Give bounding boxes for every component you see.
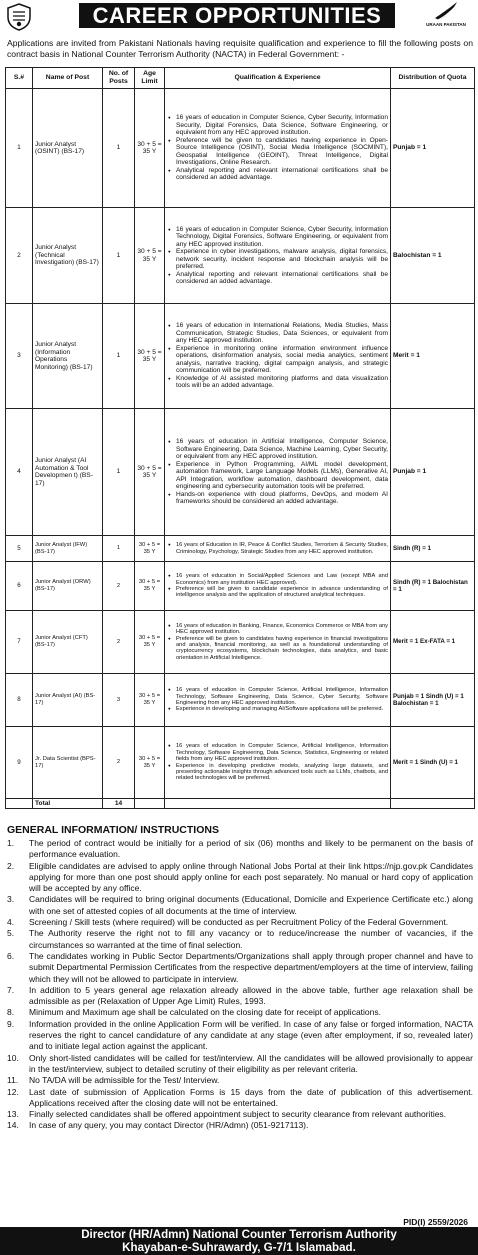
row-sn: 9 <box>6 727 33 799</box>
header-quota: Distribution of Quota <box>391 68 475 89</box>
row-age: 30 + 5 = 35 Y <box>135 674 165 727</box>
qualification-item: ● Knowledge of AI assisted monitoring platforms and data visualization tools will be an added advantage. <box>167 375 388 390</box>
page-title: CAREER OPPORTUNITIES <box>79 3 395 28</box>
row-qualification <box>165 562 391 611</box>
item-number: 8. <box>7 1007 15 1018</box>
row-sn: 6 <box>6 562 33 611</box>
table-row <box>6 727 475 799</box>
header-age-limit: Age Limit <box>135 68 165 89</box>
total-row <box>6 799 475 809</box>
item-text: Last date of submission of Application Forms is 15 days from the date of publication of this advertisement. Applications received after the closing date will not be entertained. <box>29 1086 473 1108</box>
total-label: Total <box>33 799 103 809</box>
item-text: Only short-listed candidates will be called for test/interview. All the candidates will be allowed provisionally to appear in the test/interview, subject to detailed scrutiny of their eligibility as per relevant criteria. <box>29 1052 473 1074</box>
item-number: 9. <box>7 1018 15 1029</box>
item-text: No TA/DA will be admissible for the Test/ Interview. <box>29 1075 220 1086</box>
header-qualification: Qualification & Experience <box>165 68 391 89</box>
total-value: 14 <box>103 799 135 809</box>
row-qualification <box>165 727 391 799</box>
row-post-name: Junior Analyst (AI Automation & Tool Developmen t) (BS-17) <box>33 409 103 536</box>
row-posts: 2 <box>103 562 135 611</box>
row-post-name: Junior Analyst (Information Operations Monitoring) (BS-17) <box>33 304 103 409</box>
qualification-item: ● Preference will be given to candidate experience in advance understanding of intelligence analysis and the application of structured analytical techniques. <box>167 586 388 599</box>
row-qualification <box>165 304 391 409</box>
list-item <box>7 928 473 951</box>
item-number: 4. <box>7 917 15 928</box>
item-number: 1. <box>7 838 15 848</box>
uraan-logo-icon <box>433 0 459 22</box>
qualification-item: ● 16 years of education in International Relations, Media Studies, Mass Communication, Strategic Studies, Data Sciences, or equivalent from any HEC approved institution. <box>167 322 388 345</box>
row-age: 30 + 5 = 35 Y <box>135 611 165 674</box>
table-row <box>6 89 475 208</box>
list-item <box>7 861 473 895</box>
row-posts: 1 <box>103 208 135 304</box>
item-text: The Authority reserve the right not to fill any vacancy or to reduce/increase the number of vacancies, if the circumstances so warranted at the time of final selection. <box>29 928 473 950</box>
qualification-item: ● 16 years of education in Computer Science, Cyber Security, Information Technology, Digital Forensics, Software Engineering, or equivalent from any HEC approved institution. <box>167 226 388 249</box>
row-sn: 7 <box>6 611 33 674</box>
item-text: The period of contract would be initially for a period of six (06) months and likely to be permanent on the basis of performance evaluation. <box>29 838 473 860</box>
row-sn: 4 <box>6 409 33 536</box>
row-sn: 3 <box>6 304 33 409</box>
row-post-name: Junior Analyst (ORW) (BS-17) <box>33 562 103 611</box>
qualification-item: ● Experience in monitoring online information environment influence operations, disinformation analysis, social media analytics, sentiment analysis, narrative tracking, digital campaign analysis, and strategic communication will be preferred. <box>167 345 388 375</box>
general-info-list <box>7 838 473 1132</box>
qualification-item: ● Experience in developing and managing AI/Software applications will be preferred. <box>167 706 388 712</box>
row-quota: Sindh (R) = 1 Balochistan = 1 <box>391 562 475 611</box>
list-item <box>7 894 473 917</box>
header-no-of-posts: No. of Posts <box>103 68 135 89</box>
item-number: 3. <box>7 894 15 905</box>
uraan-logo-text: URAAN PAKISTAN <box>426 22 466 27</box>
list-item <box>7 951 473 985</box>
row-posts: 1 <box>103 409 135 536</box>
qualification-item: ● Analytical reporting and relevant international certifications shall be considered an added advantage. <box>167 167 388 182</box>
list-item <box>7 1109 473 1120</box>
table-row <box>6 409 475 536</box>
table-row <box>6 674 475 727</box>
row-posts: 1 <box>103 89 135 208</box>
row-qualification <box>165 674 391 727</box>
item-number: 6. <box>7 950 15 961</box>
row-qualification <box>165 536 391 562</box>
qualification-item: ● Preference will be given to candidates having experience in financial investigations and analysis, financial monitoring, as well as a foundational understanding of cryptocurrency ecosystems, blockchain technologies, data analytics, and basic orientation in Artificial Intelligence. <box>167 636 388 662</box>
item-number: 11. <box>7 1075 19 1086</box>
row-age: 30 + 5 = 35 Y <box>135 409 165 536</box>
row-qualification <box>165 409 391 536</box>
table-row <box>6 562 475 611</box>
item-number: 10. <box>7 1052 19 1063</box>
table-row <box>6 304 475 409</box>
qualification-item: ● 16 years of education in Computer Science, Artificial Intelligence, Information Technology, Software Engineering, Data Science, Statistics, Engineering or related fields from any HEC approved institution. <box>167 743 388 762</box>
item-text: Finally selected candidates shall be offered appointment subject to security clearance from relevant authorities. <box>29 1109 447 1120</box>
row-quota: Balochistan = 1 <box>391 208 475 304</box>
list-item <box>7 985 473 1008</box>
uraan-pakistan-logo <box>418 0 474 36</box>
row-sn: 8 <box>6 674 33 727</box>
qualification-item: ● Preference will be given to candidates having experience in Open-Source Intelligence (OSINT), Social Media Intelligence (SOCMINT), Geospatial Intelligence (GEOINT), Threat Intelligence, Digital Investigations, Online Research. <box>167 137 388 167</box>
row-posts: 1 <box>103 304 135 409</box>
row-quota: Punjab = 1 <box>391 409 475 536</box>
row-posts: 2 <box>103 727 135 799</box>
table-header-row <box>6 68 475 89</box>
item-text: In addition to 5 years general age relaxation already allowed in the above table, further age relaxation shall be admissible as per (Relaxation of Upper Age Limit) Rules, 1993. <box>29 984 473 1007</box>
list-item <box>7 1019 473 1053</box>
item-number: 14. <box>7 1120 19 1131</box>
table-row <box>6 208 475 304</box>
item-text: In case of any query, you may contact Director (HR/Admn) (051-9217113). <box>29 1120 309 1131</box>
row-age: 30 + 5 = 35 Y <box>135 536 165 562</box>
item-text: Candidates will be required to bring original documents (Educational, Domicile and Experience Certificate etc.) along with one set of attested copies of all documents at the time of interview. <box>29 894 473 916</box>
row-post-name: Junior Analyst (IFW) (BS-17) <box>33 536 103 562</box>
qualification-item: ● 16 years of education in Computer Science, Artificial Intelligence, Information Technology, Software Engineering, Data Science, Cyber Security, Software Engineering from any HEC approved institution. <box>167 687 388 706</box>
row-posts: 3 <box>103 674 135 727</box>
row-age: 30 + 5 = 35 Y <box>135 208 165 304</box>
row-sn: 2 <box>6 208 33 304</box>
qualification-item: ● Analytical reporting and relevant international certifications shall be considered an added advantage. <box>167 271 388 286</box>
table-row <box>6 611 475 674</box>
posts-table <box>5 67 475 809</box>
row-post-name: Jr. Data Scientist (BPS-17) <box>33 727 103 799</box>
row-posts: 1 <box>103 536 135 562</box>
list-item <box>7 1087 473 1110</box>
item-text: Minimum and Maximum age shall be calculated on the closing date for receipt of applications. <box>29 1007 381 1018</box>
row-age: 30 + 5 = 35 Y <box>135 89 165 208</box>
row-qualification <box>165 208 391 304</box>
footer-address <box>0 1227 478 1255</box>
item-text: Eligible candidates are advised to apply online through National Jobs Portal at their link https://njp.gov.pk Candidates applying for more than one post should apply online for each post separately. No manual or hard copy of application will be accepted by any office. <box>29 860 473 894</box>
general-info-title: GENERAL INFORMATION/ INSTRUCTIONS <box>7 824 219 836</box>
row-age: 30 + 5 = 35 Y <box>135 562 165 611</box>
footer-line-2: Khayaban-e-Suhrawardy, G-7/1 Islamabad. <box>122 1241 356 1254</box>
list-item <box>7 917 473 928</box>
item-text: Screening / Skill tests (where required) will be conducted as per Recruitment Policy of the Federal Government. <box>29 917 449 928</box>
qualification-item: ● 16 years of education in Banking, Finance, Economics Commerce or MBA from any HEC approved institution. <box>167 623 388 636</box>
row-age: 30 + 5 = 35 Y <box>135 727 165 799</box>
row-quota: Sindh (R) = 1 <box>391 536 475 562</box>
item-text: Information provided in the online Application Form will be verified. In case of any false or forged information, NACTA reserves the right to cancel candidature of any candidate at any stage (even after employment, if so, revealed later) and to initiate legal action against the applicant. <box>29 1018 473 1052</box>
row-qualification <box>165 89 391 208</box>
row-quota: Punjab = 1 <box>391 89 475 208</box>
qualification-item: ● Experience in developing predictive models, analyzing large datasets, and presenting actionable insights through advanced tools such as LLMs, chatbots, and related technologies will be preferred. <box>167 763 388 782</box>
item-number: 12. <box>7 1086 19 1097</box>
row-sn: 1 <box>6 89 33 208</box>
header <box>0 0 478 36</box>
row-quota: Merit = 1 Ex-FATA = 1 <box>391 611 475 674</box>
row-quota: Punjab = 1 Sindh (U) = 1 Balochistan = 1 <box>391 674 475 727</box>
list-item <box>7 1120 473 1131</box>
row-age: 30 + 5 = 35 Y <box>135 304 165 409</box>
qualification-item: ● 16 years of education in Social/Applied Sciences and Law (except MBA and Economics) from any institution HEC approved). <box>167 573 388 586</box>
row-post-name: Junior Analyst (Technical Investigation) (BS-17) <box>33 208 103 304</box>
row-post-name: Junior Analyst (CFT) (BS-17) <box>33 611 103 674</box>
list-item <box>7 1007 473 1018</box>
qualification-item: ● 16 years of education in Artificial Intelligence, Computer Science, Software Engineering, Data Science, Machine Learning, Cyber Security, or equivalent from any HEC approved institution. <box>167 438 388 461</box>
item-number: 5. <box>7 928 15 939</box>
row-quota: Merit = 1 <box>391 304 475 409</box>
qualification-item: ● 16 years of Education in IR, Peace & Conflict Studies, Terrorism & Security Studies, Criminology, Psychology, Strategic Studies from any HEC approved institution. <box>167 542 388 555</box>
pid-number: PID(I) 2559/2026 <box>403 1217 468 1227</box>
list-item <box>7 1053 473 1076</box>
qualification-item: ● Hands-on experience with cloud platforms, DevOps, and modern AI frameworks should be considered an added advantage. <box>167 491 388 506</box>
list-item <box>7 838 473 861</box>
qualification-item: ● 16 years of education in Computer Science, Cyber Security, Information Security, Digital Forensics, Data Science, Software Engineering, or equivalent from any HEC approved institution. <box>167 114 388 137</box>
row-post-name: Junior Analyst (OSINT) (BS-17) <box>33 89 103 208</box>
row-quota: Merit = 1 Sindh (U) = 1 <box>391 727 475 799</box>
list-item <box>7 1075 473 1086</box>
footer-line-1: Director (HR/Admn) National Counter Terrorism Authority <box>81 1228 397 1241</box>
intro-text: Applications are invited from Pakistani Nationals having requisite qualification and experience to fill the following posts on contract basis in National Counter Terrorism Authority (NACTA) in Federal Government: - <box>7 38 473 59</box>
qualification-item: ● Experience in Python Programming, AI/ML model development, automation framework, Large Language Models (LLMs), Generative AI, API Integration, workflow automation, dashboard development, data engineering and cybersecurity automation tools will be preferred. <box>167 461 388 491</box>
header-post-name: Name of Post <box>33 68 103 89</box>
item-number: 7. <box>7 984 15 995</box>
table-row <box>6 536 475 562</box>
header-sn: S.# <box>6 68 33 89</box>
row-post-name: Junior Analyst (AI) (BS-17) <box>33 674 103 727</box>
row-qualification <box>165 611 391 674</box>
item-number: 2. <box>7 860 15 871</box>
qualification-item: ● Experience in cyber investigations, malware analysis, digital forensics, network security, incident response and blockchain analysis will be preferred. <box>167 248 388 271</box>
row-sn: 5 <box>6 536 33 562</box>
item-text: The candidates working in Public Sector Departments/Organizations shall apply through proper channel and have to submit Departmental Permission Certificates from the respective department/employers at the time of interview, failing which they will not be allowed to participate in interview. <box>29 950 473 984</box>
government-emblem-icon <box>4 2 34 32</box>
row-posts: 2 <box>103 611 135 674</box>
item-number: 13. <box>7 1109 19 1120</box>
